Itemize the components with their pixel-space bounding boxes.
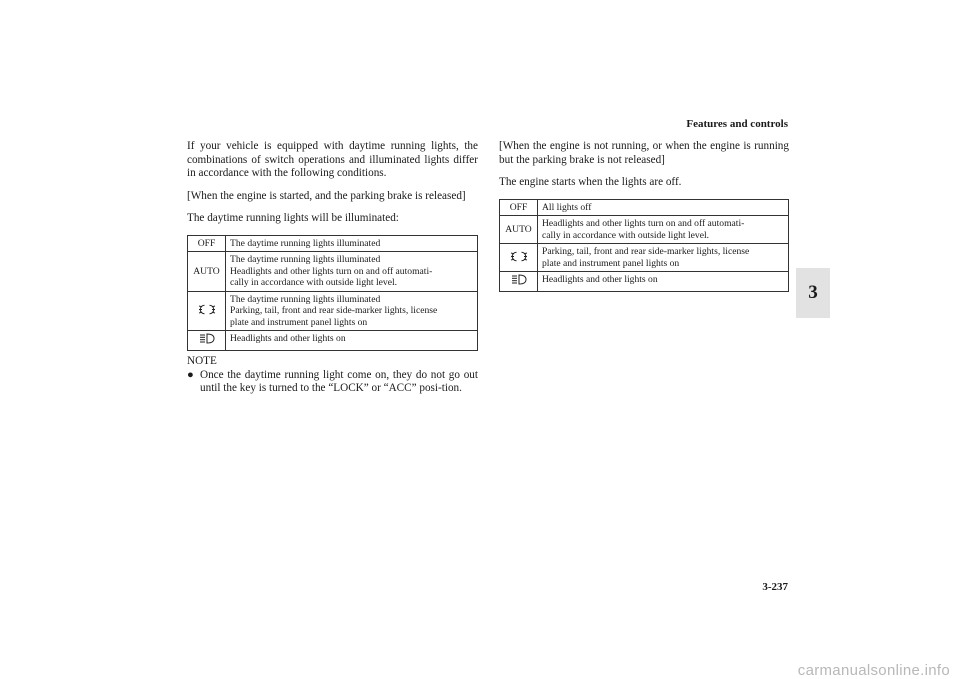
switch-position-label: AUTO xyxy=(193,265,220,277)
table-row xyxy=(500,244,789,272)
light-description xyxy=(226,235,478,252)
note-item xyxy=(187,369,478,396)
right-column xyxy=(499,140,789,292)
description-line: The daytime running lights illuminated xyxy=(230,254,381,266)
description-line: Headlights and other lights turn on and off automati- xyxy=(542,218,745,230)
description-line: cally in accordance with outside light level. xyxy=(542,229,710,241)
description-line: The daytime running lights illuminated xyxy=(230,293,381,305)
table-row xyxy=(500,272,789,292)
description-line: Headlights and other lights on xyxy=(230,333,346,345)
description-line: Parking, tail, front and rear side-marker lights, license xyxy=(542,246,750,258)
description-line: The daytime running lights illuminated xyxy=(230,237,381,249)
table-row xyxy=(500,199,789,216)
light-description xyxy=(538,244,789,272)
page-header-title: Features and controls xyxy=(686,118,788,130)
light-description xyxy=(538,216,789,244)
condition-heading-right: [When the engine is not running, or when the engine is running but the parking brake is not released] xyxy=(499,140,789,166)
note-text: Once the daytime running light come on, they do not go out until the key is turned to the “LOCK” or “ACC” posi-tion. xyxy=(200,368,478,395)
light-description xyxy=(226,291,478,331)
description-line: Parking, tail, front and rear side-marker lights, license xyxy=(230,305,438,317)
page-number: 3-237 xyxy=(762,581,788,593)
switch-position xyxy=(188,291,226,331)
note-label: NOTE xyxy=(187,354,217,367)
switch-position-label: AUTO xyxy=(505,224,532,236)
headlight-icon xyxy=(198,333,216,348)
table-row xyxy=(188,235,478,252)
note-bullet: ● xyxy=(187,368,194,381)
description-line: plate and instrument panel lights on xyxy=(542,257,680,269)
switch-position-label: OFF xyxy=(197,237,216,249)
lead-paragraph-right: The engine starts when the lights are off. xyxy=(499,176,682,189)
light-description xyxy=(226,331,478,351)
watermark[interactable]: carmanualsonline.info xyxy=(797,662,950,679)
switch-position xyxy=(188,331,226,351)
description-line: All lights off xyxy=(542,201,592,213)
parking-light-icon xyxy=(510,251,528,266)
switch-position xyxy=(500,216,538,244)
table-row xyxy=(188,331,478,351)
table-row xyxy=(500,216,789,244)
intro-paragraph: If your vehicle is equipped with daytime running lights, the combinations of switch operations and illuminated lights differ in accordance with the following conditions. xyxy=(187,140,478,180)
switch-position xyxy=(500,199,538,216)
condition-heading-left: [When the engine is started, and the parking brake is released] xyxy=(187,189,466,202)
lights-table-right xyxy=(499,199,789,292)
switch-position xyxy=(188,235,226,252)
light-description xyxy=(538,199,789,216)
section-tab-number: 3 xyxy=(808,282,818,303)
table-row xyxy=(188,291,478,331)
description-line: plate and instrument panel lights on xyxy=(230,316,368,328)
lead-paragraph-left: The daytime running lights will be illuminated: xyxy=(187,212,399,225)
description-line: cally in accordance with outside light level. xyxy=(230,277,398,289)
headlight-icon xyxy=(510,274,528,289)
description-line: Headlights and other lights on xyxy=(542,274,658,286)
switch-position xyxy=(500,244,538,272)
parking-light-icon xyxy=(198,304,216,319)
left-column xyxy=(187,140,478,396)
description-line: Headlights and other lights turn on and off automati- xyxy=(230,265,433,277)
table-row xyxy=(188,252,478,292)
light-description xyxy=(226,252,478,292)
switch-position-label: OFF xyxy=(509,201,528,213)
switch-position xyxy=(188,252,226,292)
light-description xyxy=(538,272,789,292)
switch-position xyxy=(500,272,538,292)
section-tab xyxy=(796,268,830,318)
lights-table-left xyxy=(187,235,478,351)
